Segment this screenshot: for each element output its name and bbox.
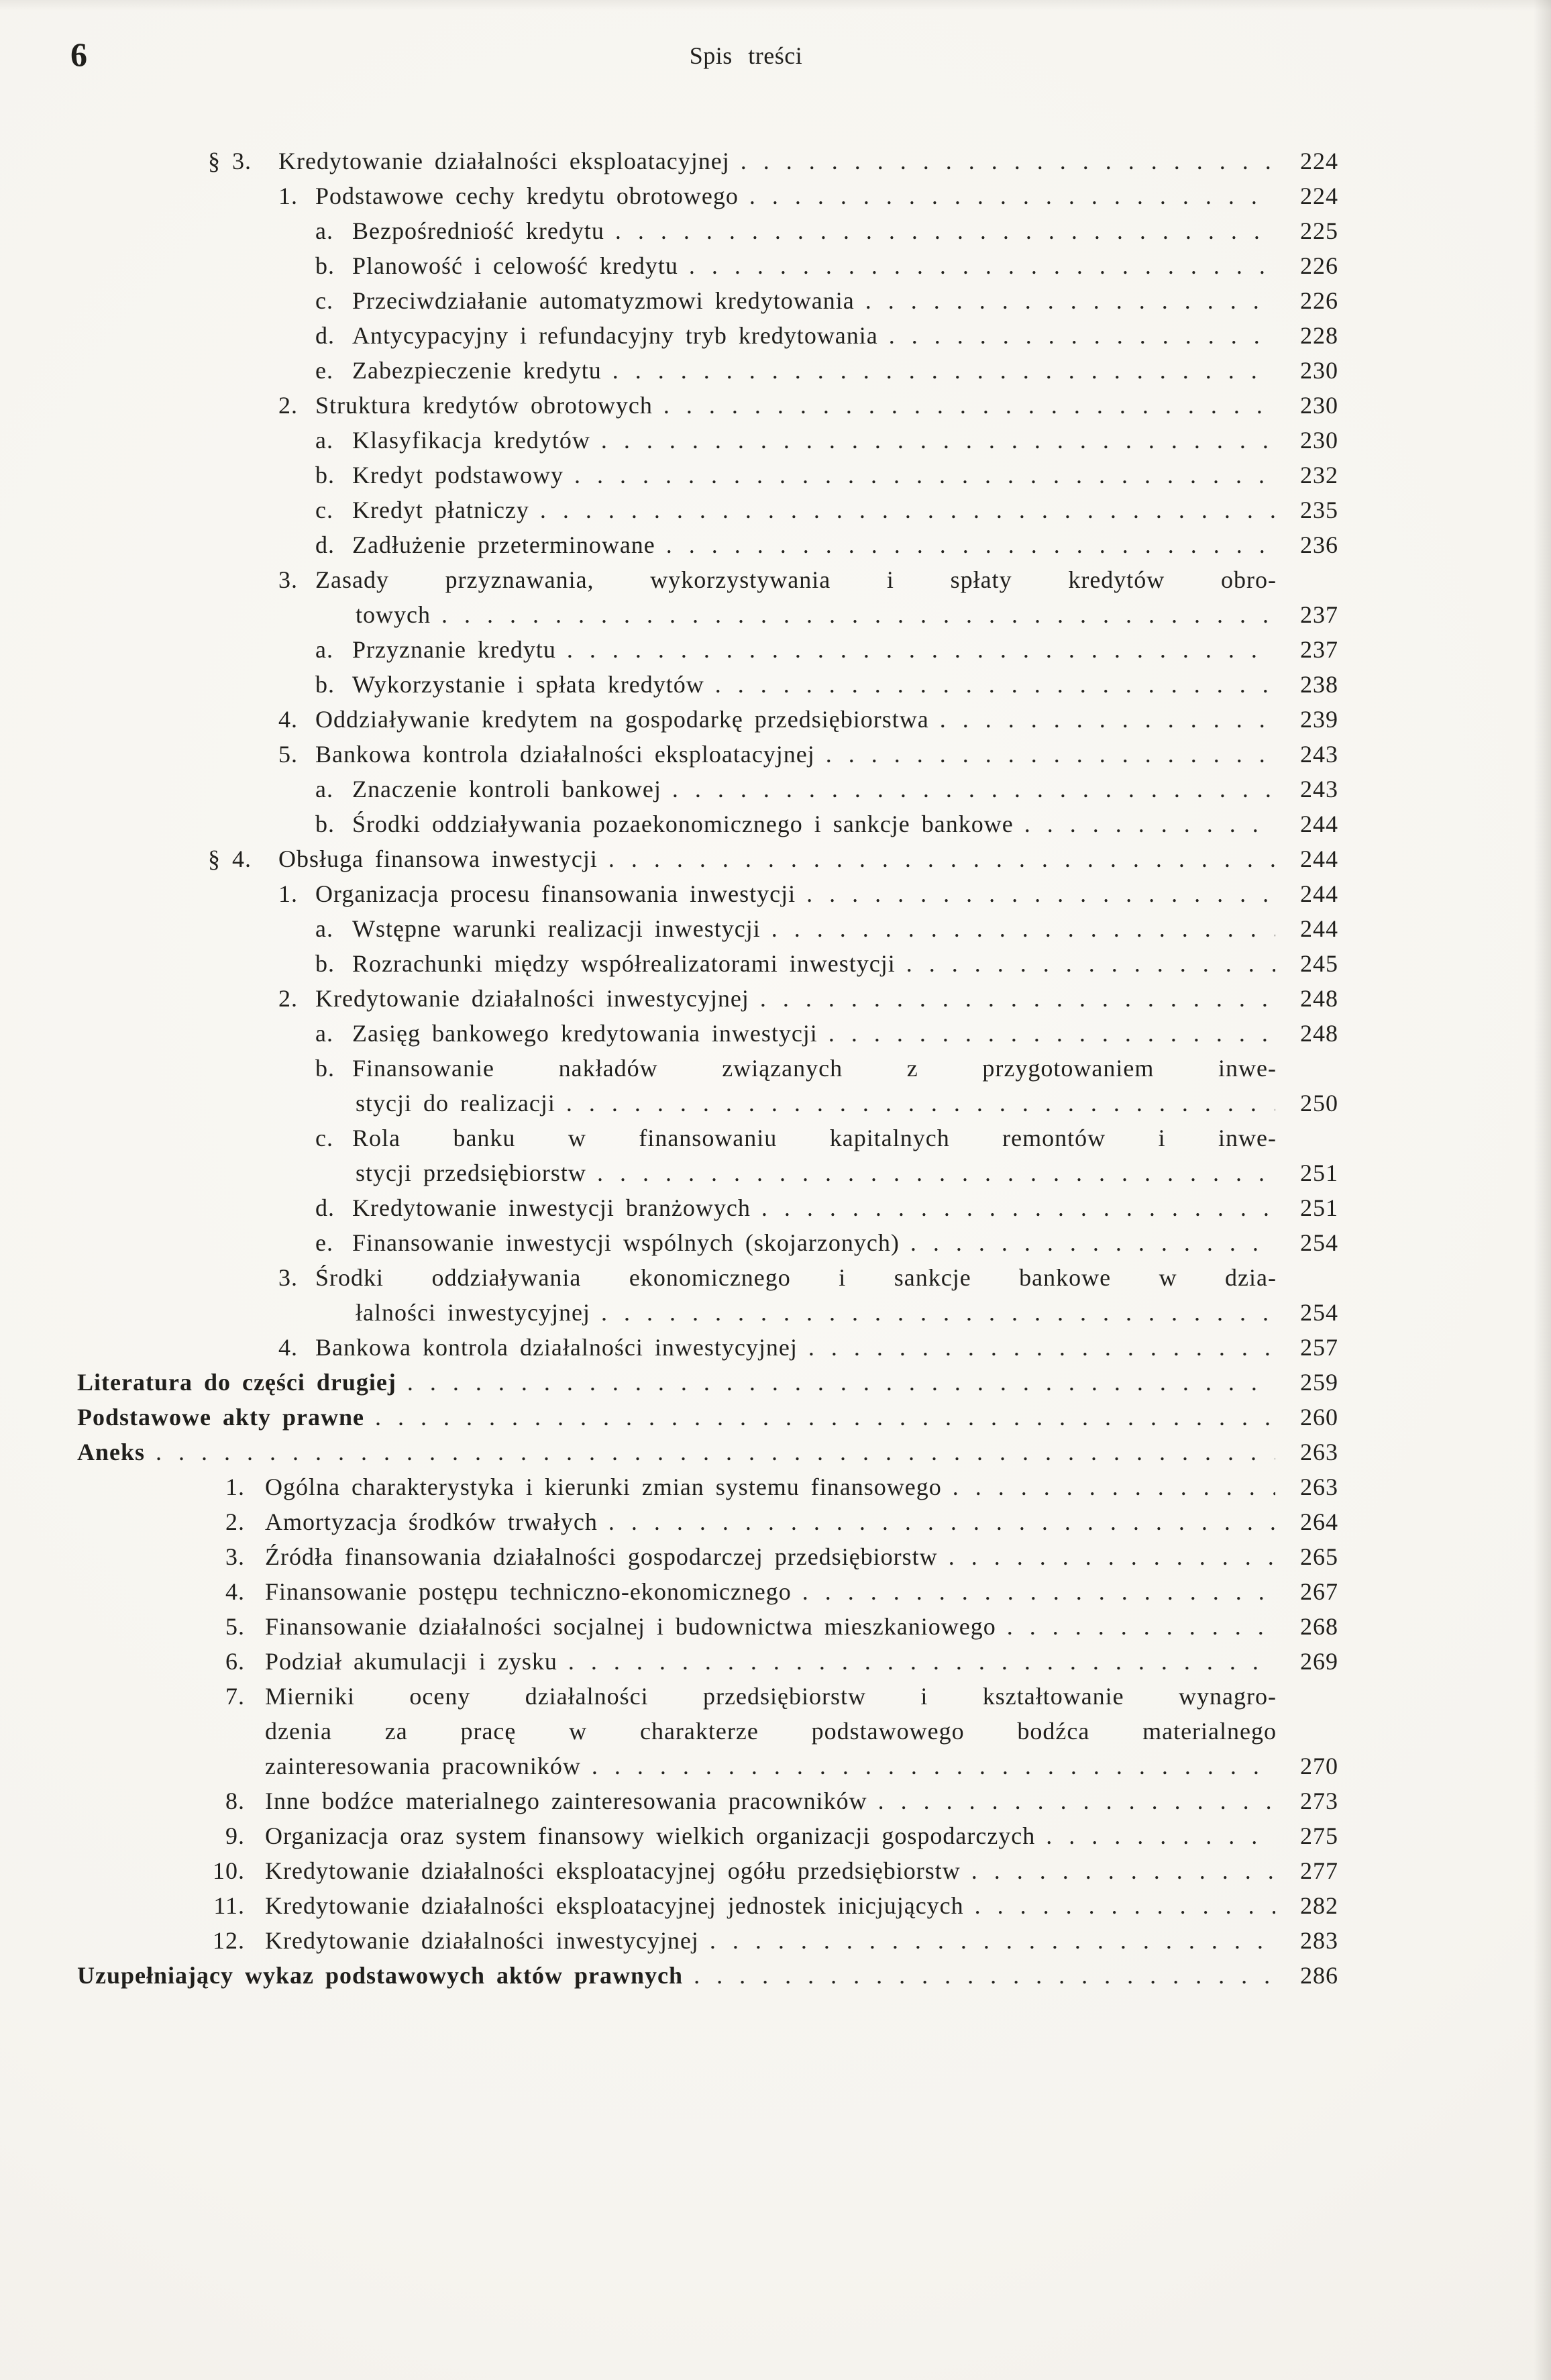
toc-entry <box>77 493 1338 527</box>
entry-label: 7. <box>225 1683 245 1710</box>
toc-entry <box>77 318 1338 353</box>
entry-label: b. <box>315 811 335 837</box>
toc-line <box>208 1609 1338 1644</box>
entry-label: b. <box>315 462 335 488</box>
dot-leader <box>910 1225 1275 1260</box>
entry-page-number: 268 <box>1300 1613 1338 1640</box>
page-header <box>70 36 1338 79</box>
dot-leader <box>608 1504 1275 1539</box>
entry-page-number: 244 <box>1300 915 1338 942</box>
entry-text: Kredyt płatniczy <box>352 497 529 523</box>
entry-page-number: 236 <box>1300 531 1338 558</box>
entry-label: 12. <box>213 1927 245 1954</box>
dot-leader <box>940 702 1275 737</box>
entry-label: c. <box>315 1125 333 1151</box>
toc-entry <box>77 1539 1338 1574</box>
entry-page-number: 286 <box>1300 1962 1338 1989</box>
dot-leader <box>1046 1818 1275 1853</box>
dot-leader <box>761 1190 1275 1225</box>
entry-text: Bezpośredniość kredytu <box>352 217 604 244</box>
entry-page-number: 243 <box>1300 776 1338 803</box>
toc-line <box>315 632 1338 667</box>
toc-line <box>208 1783 1338 1818</box>
dot-leader <box>663 388 1275 423</box>
dot-leader <box>749 178 1275 213</box>
toc-entry <box>77 1818 1338 1853</box>
toc-line <box>208 1714 1338 1749</box>
entry-text: Amortyzacja środków trwałych <box>265 1508 598 1535</box>
entry-label: 2. <box>225 1508 245 1535</box>
entry-page-number: 275 <box>1300 1822 1338 1849</box>
entry-text: Podstawowe cechy kredytu obrotowego <box>315 183 739 209</box>
toc-entry <box>77 1504 1338 1539</box>
toc-entry <box>77 737 1338 772</box>
entry-label: 9. <box>225 1822 245 1849</box>
entry-label: e. <box>315 357 333 384</box>
entry-page-number: 230 <box>1300 392 1338 419</box>
toc-entry <box>77 1225 1338 1260</box>
entry-text: Zasady przyznawania, wykorzystywania i spłaty kredytów obro- <box>315 566 1277 593</box>
toc-entry <box>77 772 1338 807</box>
toc-entry <box>77 1190 1338 1225</box>
entry-text: Wykorzystanie i spłata kredytów <box>352 671 704 698</box>
toc-line <box>315 911 1338 946</box>
entry-label: 8. <box>225 1788 245 1814</box>
dot-leader <box>608 841 1275 876</box>
toc-line <box>77 1400 1338 1435</box>
entry-label: 3. <box>278 566 298 593</box>
entry-page-number: 260 <box>1300 1404 1338 1431</box>
toc-line <box>208 1749 1338 1783</box>
toc-line <box>278 737 1338 772</box>
entry-label: a. <box>315 427 333 454</box>
entry-text: Inne bodźce materialnego zainteresowania pracowników <box>265 1788 867 1814</box>
entry-page-number: 250 <box>1300 1090 1338 1117</box>
toc-entry <box>77 1644 1338 1679</box>
toc-line <box>315 807 1338 841</box>
toc-entry <box>77 1888 1338 1923</box>
dot-leader <box>689 248 1275 283</box>
toc-entry <box>77 911 1338 946</box>
toc-line <box>278 702 1338 737</box>
entry-text: Zadłużenie przeterminowane <box>352 531 655 558</box>
entry-text: Przyznanie kredytu <box>352 636 556 663</box>
entry-page-number: 270 <box>1300 1753 1338 1779</box>
entry-text: Źródła finansowania działalności gospodarczej przedsiębiorstw <box>265 1543 938 1570</box>
entry-page-number: 237 <box>1300 636 1338 663</box>
entry-label: § 4. <box>208 845 252 872</box>
entry-page-number: 244 <box>1300 845 1338 872</box>
entry-text: Literatura do części drugiej <box>77 1369 396 1396</box>
entry-text: Uzupełniający wykaz podstawowych aktów prawnych <box>77 1962 684 1989</box>
entry-page-number: 259 <box>1300 1369 1338 1396</box>
entry-label: a. <box>315 776 333 803</box>
dot-leader <box>771 911 1275 946</box>
entry-label: a. <box>315 217 333 244</box>
toc-entry <box>77 1365 1338 1400</box>
entry-label: 2. <box>278 392 298 419</box>
entry-text: Podział akumulacji i zysku <box>265 1648 557 1675</box>
entry-text: Struktura kredytów obrotowych <box>315 392 653 419</box>
toc-line <box>278 876 1338 911</box>
running-head-title: Spis treści <box>689 42 803 69</box>
entry-text: Kredytowanie działalności inwestycyjnej <box>265 1927 699 1954</box>
entry-text: Kredytowanie inwestycji branżowych <box>352 1194 751 1221</box>
toc-entry <box>77 213 1338 248</box>
entry-text: Finansowanie inwestycji wspólnych (skojarzonych) <box>352 1229 900 1256</box>
dot-leader <box>407 1365 1275 1400</box>
entry-page-number: 263 <box>1300 1439 1338 1465</box>
toc-entry <box>77 248 1338 283</box>
toc-entry <box>77 353 1338 388</box>
toc-entry <box>77 283 1338 318</box>
dot-leader <box>971 1853 1275 1888</box>
entry-text: Finansowanie nakładów związanych z przygotowaniem inwe- <box>352 1055 1277 1082</box>
toc-entry <box>77 632 1338 667</box>
entry-page-number: 230 <box>1300 427 1338 454</box>
entry-label: d. <box>315 1194 335 1221</box>
toc-line <box>315 1155 1338 1190</box>
toc-line <box>278 1260 1338 1295</box>
entry-page-number: 224 <box>1300 183 1338 209</box>
dot-leader <box>806 876 1275 911</box>
entry-label: 5. <box>225 1613 245 1640</box>
entry-text: Podstawowe akty prawne <box>77 1404 364 1431</box>
dot-leader <box>566 1086 1275 1121</box>
dot-leader <box>802 1574 1275 1609</box>
toc-line <box>315 1086 1338 1121</box>
dot-leader <box>741 144 1275 178</box>
toc-entry <box>77 178 1338 213</box>
toc-entry <box>77 946 1338 981</box>
toc-entry <box>77 1330 1338 1365</box>
entry-page-number: 235 <box>1300 497 1338 523</box>
toc-entry <box>77 1609 1338 1644</box>
entry-text: Wstępne warunki realizacji inwestycji <box>352 915 761 942</box>
entry-label: 3. <box>225 1543 245 1570</box>
dot-leader <box>540 493 1275 527</box>
entry-page-number: 283 <box>1300 1927 1338 1954</box>
entry-label: 4. <box>225 1578 245 1605</box>
page-number: 6 <box>70 36 88 73</box>
entry-text: Aneks <box>77 1439 146 1465</box>
entry-text: Ogólna charakterystyka i kierunki zmian systemu finansowego <box>265 1473 942 1500</box>
entry-text: stycji przedsiębiorstw <box>356 1159 586 1186</box>
toc-line <box>77 1435 1338 1469</box>
toc-line <box>208 144 1338 178</box>
dot-leader <box>672 772 1275 807</box>
entry-text: Kredytowanie działalności eksploatacyjnej <box>278 148 730 174</box>
entry-text: Mierniki oceny działalności przedsiębiorstw i kształtowanie wynagro- <box>265 1683 1277 1710</box>
entry-text: Znaczenie kontroli bankowej <box>352 776 661 803</box>
entry-page-number: 243 <box>1300 741 1338 768</box>
dot-leader <box>826 737 1275 772</box>
entry-page-number: 282 <box>1300 1892 1338 1919</box>
entry-page-number: 248 <box>1300 985 1338 1012</box>
toc-line <box>208 1574 1338 1609</box>
dot-leader <box>760 981 1275 1016</box>
entry-label: 5. <box>278 741 298 768</box>
entry-page-number: 269 <box>1300 1648 1338 1675</box>
table-of-contents <box>77 144 1338 1993</box>
entry-text: Antycypacyjny i refundacyjny tryb kredytowania <box>352 322 878 349</box>
entry-label: 1. <box>225 1473 245 1500</box>
entry-page-number: 237 <box>1300 601 1338 628</box>
entry-page-number: 254 <box>1300 1299 1338 1326</box>
toc-line <box>208 1923 1338 1958</box>
entry-page-number: 224 <box>1300 148 1338 174</box>
dot-leader <box>906 946 1275 981</box>
toc-line <box>208 1888 1338 1923</box>
entry-text: Finansowanie postępu techniczno-ekonomicznego <box>265 1578 792 1605</box>
entry-text: Bankowa kontrola działalności eksploatacyjnej <box>315 741 815 768</box>
toc-entry <box>77 458 1338 493</box>
entry-page-number: 273 <box>1300 1788 1338 1814</box>
dot-leader <box>949 1539 1275 1574</box>
toc-line <box>77 1365 1338 1400</box>
toc-line <box>278 1295 1338 1330</box>
dot-leader <box>601 1295 1275 1330</box>
entry-page-number: 239 <box>1300 706 1338 733</box>
toc-entry <box>77 527 1338 562</box>
toc-entry <box>77 1958 1338 1993</box>
dot-leader <box>574 458 1275 493</box>
toc-entry <box>77 423 1338 458</box>
dot-leader <box>666 527 1275 562</box>
entry-text: Finansowanie działalności socjalnej i budownictwa mieszkaniowego <box>265 1613 996 1640</box>
entry-page-number: 267 <box>1300 1578 1338 1605</box>
entry-label: d. <box>315 531 335 558</box>
dot-leader <box>375 1400 1275 1435</box>
entry-text: łalności inwestycyjnej <box>356 1299 590 1326</box>
dot-leader <box>1007 1609 1275 1644</box>
entry-label: 3. <box>278 1264 298 1291</box>
entry-text: Organizacja procesu finansowania inwestycji <box>315 880 796 907</box>
entry-page-number: 228 <box>1300 322 1338 349</box>
dot-leader <box>694 1958 1275 1993</box>
toc-line <box>315 458 1338 493</box>
toc-entry <box>77 562 1338 632</box>
toc-line <box>315 493 1338 527</box>
dot-leader <box>597 1155 1275 1190</box>
dot-leader <box>615 213 1275 248</box>
toc-line <box>315 1225 1338 1260</box>
entry-page-number: 264 <box>1300 1508 1338 1535</box>
entry-page-number: 244 <box>1300 811 1338 837</box>
dot-leader <box>865 283 1275 318</box>
entry-text: towych <box>356 601 431 628</box>
entry-label: § 3. <box>208 148 252 174</box>
entry-text: Rozrachunki między współrealizatorami inwestycji <box>352 950 896 977</box>
entry-label: b. <box>315 950 335 977</box>
toc-line <box>278 178 1338 213</box>
toc-line <box>315 213 1338 248</box>
toc-line <box>315 772 1338 807</box>
entry-label: a. <box>315 1020 333 1047</box>
entry-label: e. <box>315 1229 333 1256</box>
dot-leader <box>1024 807 1275 841</box>
toc-entry <box>77 1435 1338 1469</box>
dot-leader <box>567 632 1275 667</box>
toc-line <box>315 318 1338 353</box>
entry-page-number: 225 <box>1300 217 1338 244</box>
toc-line <box>208 1504 1338 1539</box>
toc-entry <box>77 1679 1338 1783</box>
toc-line <box>315 1016 1338 1051</box>
toc-line <box>208 841 1338 876</box>
entry-label: b. <box>315 252 335 279</box>
entry-text: Kredytowanie działalności eksploatacyjnej ogółu przedsiębiorstw <box>265 1857 961 1884</box>
toc-line <box>315 1051 1338 1086</box>
toc-entry <box>77 144 1338 178</box>
dot-leader <box>715 667 1275 702</box>
entry-text: Obsługa finansowa inwestycji <box>278 845 598 872</box>
entry-text: stycji do realizacji <box>356 1090 555 1117</box>
toc-line <box>278 597 1338 632</box>
toc-line <box>315 353 1338 388</box>
entry-page-number: 245 <box>1300 950 1338 977</box>
toc-entry <box>77 1051 1338 1121</box>
toc-line <box>208 1469 1338 1504</box>
entry-page-number: 244 <box>1300 880 1338 907</box>
toc-line <box>208 1679 1338 1714</box>
entry-page-number: 254 <box>1300 1229 1338 1256</box>
toc-entry <box>77 876 1338 911</box>
toc-line <box>278 981 1338 1016</box>
entry-page-number: 230 <box>1300 357 1338 384</box>
dot-leader <box>601 423 1275 458</box>
entry-page-number: 238 <box>1300 671 1338 698</box>
entry-label: 11. <box>213 1892 245 1919</box>
entry-label: 4. <box>278 1334 298 1361</box>
toc-line <box>77 1958 1338 1993</box>
toc-entry <box>77 1121 1338 1190</box>
entry-page-number: 251 <box>1300 1194 1338 1221</box>
dot-leader <box>953 1469 1275 1504</box>
entry-text: Środki oddziaływania ekonomicznego i sankcje bankowe w dzia- <box>315 1264 1277 1291</box>
entry-page-number: 232 <box>1300 462 1338 488</box>
toc-line <box>278 562 1338 597</box>
toc-line <box>315 248 1338 283</box>
entry-text: Planowość i celowość kredytu <box>352 252 678 279</box>
toc-entry <box>77 841 1338 876</box>
entry-page-number: 257 <box>1300 1334 1338 1361</box>
entry-label: a. <box>315 915 333 942</box>
entry-text: Zabezpieczenie kredytu <box>352 357 602 384</box>
dot-leader <box>878 1783 1275 1818</box>
entry-text: Bankowa kontrola działalności inwestycyjnej <box>315 1334 798 1361</box>
dot-leader <box>156 1435 1275 1469</box>
entry-page-number: 248 <box>1300 1020 1338 1047</box>
toc-entry <box>77 1260 1338 1330</box>
dot-leader <box>592 1749 1275 1783</box>
dot-leader <box>808 1330 1275 1365</box>
entry-label: 1. <box>278 880 298 907</box>
entry-label: 6. <box>225 1648 245 1675</box>
entry-page-number: 265 <box>1300 1543 1338 1570</box>
toc-line <box>315 527 1338 562</box>
entry-text: Zasięg bankowego kredytowania inwestycji <box>352 1020 818 1047</box>
toc-entry <box>77 1400 1338 1435</box>
dot-leader <box>612 353 1275 388</box>
entry-label: 4. <box>278 706 298 733</box>
toc-entry <box>77 1574 1338 1609</box>
toc-entry <box>77 702 1338 737</box>
entry-text: Rola banku w finansowaniu kapitalnych remontów i inwe- <box>352 1125 1277 1151</box>
toc-entry <box>77 1469 1338 1504</box>
toc-line <box>208 1853 1338 1888</box>
toc-line <box>315 1121 1338 1155</box>
entry-text: zainteresowania pracowników <box>265 1753 581 1779</box>
dot-leader <box>568 1644 1275 1679</box>
toc-entry <box>77 1923 1338 1958</box>
toc-line <box>315 283 1338 318</box>
toc-line <box>315 1190 1338 1225</box>
entry-label: b. <box>315 671 335 698</box>
entry-page-number: 263 <box>1300 1473 1338 1500</box>
entry-text: Kredyt podstawowy <box>352 462 564 488</box>
toc-entry <box>77 981 1338 1016</box>
entry-text: Oddziaływanie kredytem na gospodarkę przedsiębiorstwa <box>315 706 929 733</box>
entry-label: 10. <box>213 1857 245 1884</box>
entry-text: Środki oddziaływania pozaekonomicznego i sankcje bankowe <box>352 811 1014 837</box>
entry-page-number: 226 <box>1300 252 1338 279</box>
toc-line <box>208 1644 1338 1679</box>
entry-label: 1. <box>278 183 298 209</box>
entry-text: Klasyfikacja kredytów <box>352 427 590 454</box>
entry-label: c. <box>315 497 333 523</box>
entry-text: Organizacja oraz system finansowy wielkich organizacji gospodarczych <box>265 1822 1036 1849</box>
toc-line <box>208 1539 1338 1574</box>
toc-line <box>315 667 1338 702</box>
entry-label: c. <box>315 287 333 314</box>
toc-entry <box>77 388 1338 423</box>
toc-line <box>315 946 1338 981</box>
toc-line <box>315 423 1338 458</box>
entry-text: dzenia za pracę w charakterze podstawowego bodźca materialnego <box>265 1718 1277 1745</box>
entry-label: 2. <box>278 985 298 1012</box>
entry-page-number: 277 <box>1300 1857 1338 1884</box>
entry-text: Kredytowanie działalności eksploatacyjnej jednostek inicjujących <box>265 1892 964 1919</box>
entry-text: Kredytowanie działalności inwestycyjnej <box>315 985 749 1012</box>
entry-label: a. <box>315 636 333 663</box>
dot-leader <box>710 1923 1275 1958</box>
toc-entry <box>77 1783 1338 1818</box>
entry-page-number: 251 <box>1300 1159 1338 1186</box>
toc-entry <box>77 1853 1338 1888</box>
toc-line <box>278 1330 1338 1365</box>
toc-entry <box>77 667 1338 702</box>
toc-entry <box>77 807 1338 841</box>
dot-leader <box>889 318 1275 353</box>
toc-line <box>278 388 1338 423</box>
dot-leader <box>975 1888 1275 1923</box>
dot-leader <box>441 597 1275 632</box>
toc-entry <box>77 1016 1338 1051</box>
entry-page-number: 226 <box>1300 287 1338 314</box>
toc-line <box>208 1818 1338 1853</box>
dot-leader <box>828 1016 1275 1051</box>
entry-label: b. <box>315 1055 335 1082</box>
entry-label: d. <box>315 322 335 349</box>
entry-text: Przeciwdziałanie automatyzmowi kredytowania <box>352 287 855 314</box>
